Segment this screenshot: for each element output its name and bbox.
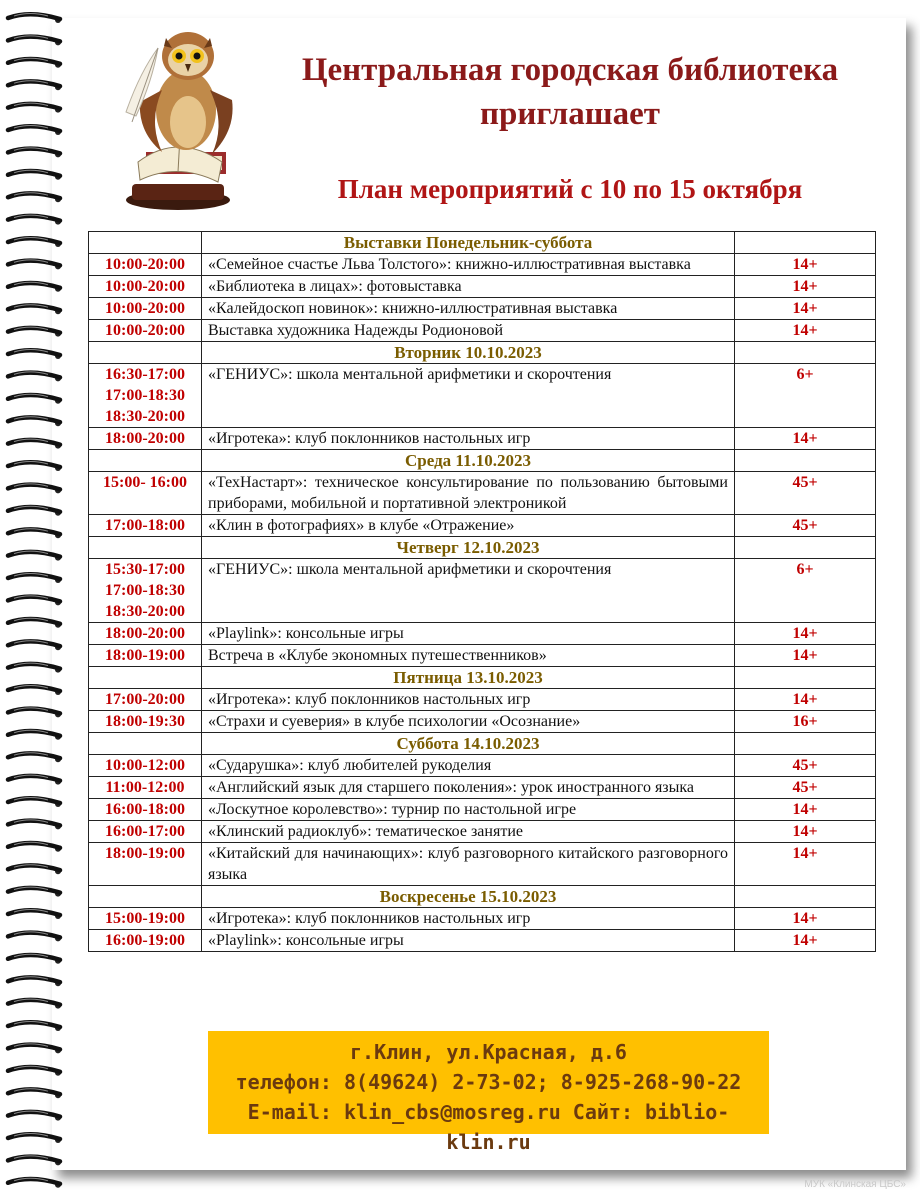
event-time: 11:00-12:00: [89, 777, 202, 799]
spiral-ring: [8, 305, 61, 315]
spiral-ring: [8, 484, 61, 494]
page-title: [240, 48, 900, 136]
event-age-rating: 14+: [735, 623, 876, 645]
spiral-binding-icon: [0, 0, 70, 1200]
event-description: «ГЕНИУС»: школа ментальной арифметики и скорочтения: [202, 364, 735, 428]
day-header-empty-cell: [89, 232, 202, 254]
day-header-empty-cell: [89, 886, 202, 908]
event-time: 16:00-17:00: [89, 821, 202, 843]
title-line-1: Центральная городская библиотека: [301, 52, 839, 88]
day-header-empty-cell: [735, 733, 876, 755]
spiral-ring: [8, 81, 61, 91]
day-header-empty-cell: [89, 342, 202, 364]
event-row: [89, 821, 876, 843]
event-age-rating: 14+: [735, 799, 876, 821]
spiral-ring: [8, 282, 61, 292]
event-age-rating: 6+: [735, 559, 876, 623]
contacts-box: [208, 1031, 769, 1154]
event-age-rating: 14+: [735, 689, 876, 711]
event-time: 15:00-19:00: [89, 908, 202, 930]
spiral-ring: [8, 842, 61, 852]
event-description: «Playlink»: консольные игры: [202, 623, 735, 645]
event-row: [89, 515, 876, 537]
event-row: [89, 623, 876, 645]
spiral-ring: [8, 36, 61, 46]
event-time: 16:00-19:00: [89, 930, 202, 952]
spiral-ring: [8, 193, 61, 203]
event-age-rating: 45+: [735, 777, 876, 799]
day-header-row: [89, 342, 876, 364]
event-age-rating: 16+: [735, 711, 876, 733]
spiral-ring: [8, 1022, 61, 1032]
event-age-rating: 6+: [735, 364, 876, 428]
day-header-row: [89, 537, 876, 559]
spiral-ring: [8, 999, 61, 1009]
event-time: 10:00-12:00: [89, 755, 202, 777]
event-age-rating: 14+: [735, 930, 876, 952]
event-age-rating: 45+: [735, 472, 876, 515]
day-header-label: Выставки Понедельник-суббота: [202, 232, 735, 254]
spiral-ring: [8, 954, 61, 964]
event-age-rating: 14+: [735, 298, 876, 320]
day-header-empty-cell: [735, 342, 876, 364]
event-row: [89, 428, 876, 450]
spiral-ring: [8, 506, 61, 516]
day-header-empty-cell: [735, 450, 876, 472]
event-age-rating: 45+: [735, 755, 876, 777]
event-age-rating: 14+: [735, 320, 876, 342]
day-header-label: Суббота 14.10.2023: [202, 733, 735, 755]
spiral-ring: [8, 170, 61, 180]
event-age-rating: 14+: [735, 821, 876, 843]
event-time: 17:00-18:00: [89, 515, 202, 537]
event-description: «Клинский радиоклуб»: тематическое занятие: [202, 821, 735, 843]
spiral-ring: [8, 887, 61, 897]
schedule-subtitle: План мероприятий с 10 по 15 октября: [337, 174, 803, 204]
event-row: [89, 777, 876, 799]
spiral-ring: [8, 529, 61, 539]
spiral-ring: [8, 574, 61, 584]
event-time: 18:00-19:30: [89, 711, 202, 733]
spiral-ring: [8, 932, 61, 942]
event-description: «ГЕНИУС»: школа ментальной арифметики и скорочтения: [202, 559, 735, 623]
owl-with-quill-on-books-icon: [118, 12, 238, 212]
event-time: 10:00-20:00: [89, 276, 202, 298]
event-description: «Библиотека в лицах»: фотовыставка: [202, 276, 735, 298]
event-row: [89, 276, 876, 298]
event-time: 18:00-20:00: [89, 428, 202, 450]
address-text: г.Клин, ул.Красная, д.6: [350, 1040, 627, 1064]
event-time: 18:00-20:00: [89, 623, 202, 645]
event-row: [89, 930, 876, 952]
event-description: Встреча в «Клубе экономных путешественников»: [202, 645, 735, 667]
events-table: [88, 231, 876, 952]
spiral-ring: [8, 1134, 61, 1144]
event-description: «Сударушка»: клуб любителей рукоделия: [202, 755, 735, 777]
day-header-empty-cell: [735, 667, 876, 689]
event-age-rating: 14+: [735, 843, 876, 886]
spiral-ring: [8, 394, 61, 404]
day-header-label: Пятница 13.10.2023: [202, 667, 735, 689]
event-row: [89, 689, 876, 711]
spiral-ring: [8, 1066, 61, 1076]
event-description: Выставка художника Надежды Родионовой: [202, 320, 735, 342]
spiral-ring: [8, 977, 61, 987]
event-row: [89, 472, 876, 515]
spiral-ring: [8, 215, 61, 225]
spiral-ring: [8, 103, 61, 113]
day-header-row: [89, 667, 876, 689]
event-description: «Китайский для начинающих»: клуб разговорного китайского разговорного языка: [202, 843, 735, 886]
day-header-label: Воскресенье 15.10.2023: [202, 886, 735, 908]
event-time: 16:30-17:00 17:00-18:30 18:30-20:00: [89, 364, 202, 428]
event-time: 10:00-20:00: [89, 254, 202, 276]
spiral-ring: [8, 708, 61, 718]
spiral-ring: [8, 730, 61, 740]
event-time: 10:00-20:00: [89, 298, 202, 320]
spiral-ring: [8, 327, 61, 337]
event-description: «Лоскутное королевство»: турнир по настольной игре: [202, 799, 735, 821]
event-row: [89, 843, 876, 886]
spiral-ring: [8, 126, 61, 136]
spiral-ring: [8, 641, 61, 651]
event-description: «Семейное счастье Льва Толстого»: книжно-иллюстративная выставка: [202, 254, 735, 276]
event-row: [89, 711, 876, 733]
event-row: [89, 320, 876, 342]
spiral-ring: [8, 775, 61, 785]
event-description: «Калейдоскоп новинок»: книжно-иллюстративная выставка: [202, 298, 735, 320]
spiral-ring: [8, 1044, 61, 1054]
spiral-ring: [8, 910, 61, 920]
event-row: [89, 755, 876, 777]
day-header-empty-cell: [89, 667, 202, 689]
spiral-ring: [8, 260, 61, 270]
spiral-ring: [8, 439, 61, 449]
day-header-label: Четверг 12.10.2023: [202, 537, 735, 559]
event-description: «Игротека»: клуб поклонников настольных игр: [202, 689, 735, 711]
spiral-ring: [8, 820, 61, 830]
day-header-row: [89, 232, 876, 254]
spiral-ring: [8, 462, 61, 472]
event-age-rating: 14+: [735, 645, 876, 667]
event-time: 16:00-18:00: [89, 799, 202, 821]
title-line-2: приглашает: [480, 96, 660, 132]
event-time: 17:00-20:00: [89, 689, 202, 711]
event-age-rating: 14+: [735, 254, 876, 276]
spiral-ring: [8, 596, 61, 606]
spiral-ring: [8, 238, 61, 248]
event-time: 10:00-20:00: [89, 320, 202, 342]
day-header-empty-cell: [89, 450, 202, 472]
event-row: [89, 908, 876, 930]
spiral-ring: [8, 618, 61, 628]
spiral-ring: [8, 663, 61, 673]
day-header-empty-cell: [89, 733, 202, 755]
event-description: «Игротека»: клуб поклонников настольных игр: [202, 428, 735, 450]
day-header-empty-cell: [735, 886, 876, 908]
spiral-ring: [8, 1156, 61, 1166]
day-header-empty-cell: [735, 232, 876, 254]
event-description: «Playlink»: консольные игры: [202, 930, 735, 952]
event-row: [89, 364, 876, 428]
spiral-ring: [8, 865, 61, 875]
day-header-label: Вторник 10.10.2023: [202, 342, 735, 364]
day-header-row: [89, 733, 876, 755]
spiral-ring: [8, 1178, 61, 1188]
event-time: 15:30-17:00 17:00-18:30 18:30-20:00: [89, 559, 202, 623]
day-header-empty-cell: [89, 537, 202, 559]
phone-text: телефон: 8(49624) 2-73-02; 8-925-268-90-22: [235, 1070, 742, 1094]
spiral-ring: [8, 1111, 61, 1121]
spiral-ring: [8, 372, 61, 382]
event-description: «Игротека»: клуб поклонников настольных игр: [202, 908, 735, 930]
spiral-ring: [8, 148, 61, 158]
spiral-ring: [8, 417, 61, 427]
watermark: МУК «Клинская ЦБС»: [804, 1179, 906, 1190]
day-header-row: [89, 886, 876, 908]
spiral-ring: [8, 753, 61, 763]
spiral-ring: [8, 58, 61, 68]
event-description: «Клин в фотографиях» в клубе «Отражение»: [202, 515, 735, 537]
event-row: [89, 254, 876, 276]
event-age-rating: 14+: [735, 428, 876, 450]
spiral-ring: [8, 798, 61, 808]
event-description: «Английский язык для старшего поколения»: урок иностранного языка: [202, 777, 735, 799]
event-row: [89, 559, 876, 623]
day-header-empty-cell: [735, 537, 876, 559]
event-time: 18:00-19:00: [89, 645, 202, 667]
event-age-rating: 14+: [735, 908, 876, 930]
spiral-ring: [8, 1089, 61, 1099]
spiral-ring: [8, 14, 61, 24]
event-age-rating: 14+: [735, 276, 876, 298]
event-row: [89, 799, 876, 821]
event-description: «ТехНастарт»: техническое консультирование по пользованию бытовыми приборами, мобильной и портативной электроникой: [202, 472, 735, 515]
event-row: [89, 645, 876, 667]
event-row: [89, 298, 876, 320]
event-time: 18:00-19:00: [89, 843, 202, 886]
event-age-rating: 45+: [735, 515, 876, 537]
spiral-ring: [8, 686, 61, 696]
day-header-label: Среда 11.10.2023: [202, 450, 735, 472]
event-description: «Страхи и суеверия» в клубе психологии «Осознание»: [202, 711, 735, 733]
spiral-ring: [8, 551, 61, 561]
event-time: 15:00- 16:00: [89, 472, 202, 515]
day-header-row: [89, 450, 876, 472]
email-site-text: E-mail: klin_cbs@mosreg.ru Сайт: biblio-klin.ru: [247, 1100, 730, 1154]
spiral-ring: [8, 350, 61, 360]
